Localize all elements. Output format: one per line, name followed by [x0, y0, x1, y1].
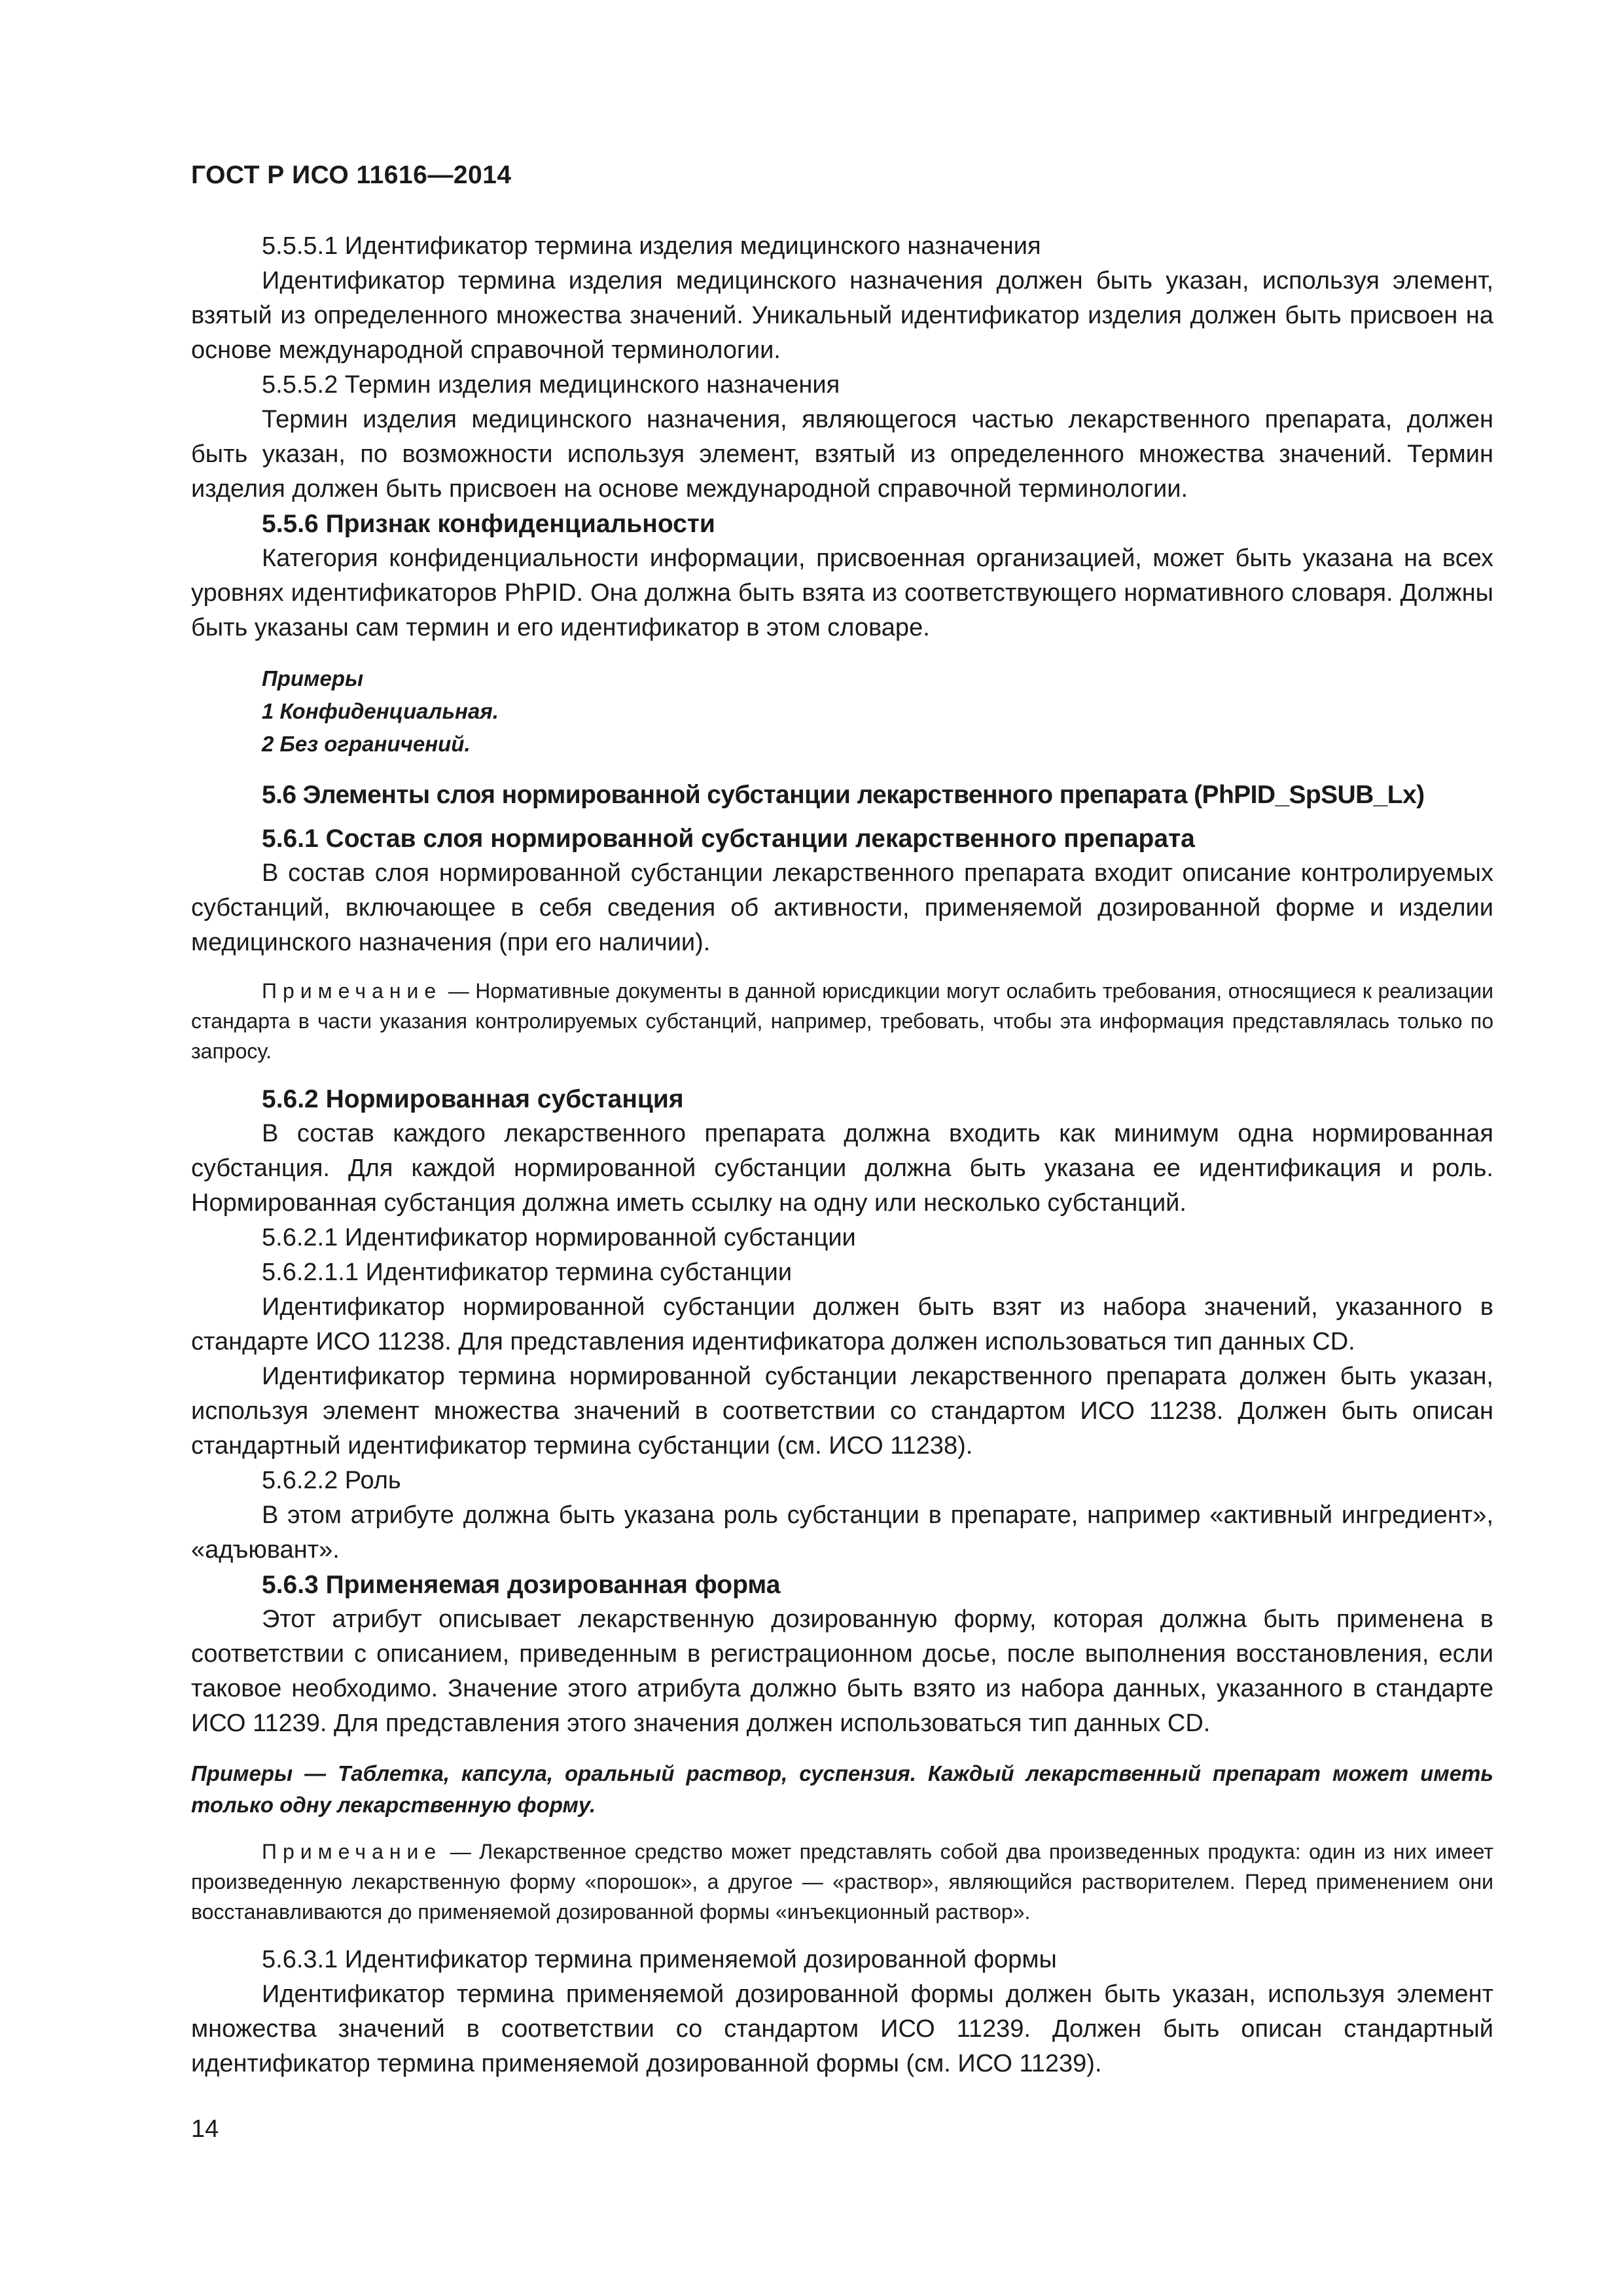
section-heading-5-5-6: 5.5.6 Признак конфиденциальности: [262, 510, 715, 538]
note-text: — Лекарственное средство может представлять собой два произведенных продукта: один из них имеет произведенную лекарственную форму «порошок», а другое — «раствор», являющийся растворителем. Перед применением они восстанавливаются до применяемой дозированной формы «инъекционный раствор».: [191, 1840, 1494, 1924]
paragraph: Категория конфиденциальности информации, присвоенная организацией, может быть указана на всех уровнях идентификаторов PhPID. Она должна быть взята из соответствующего нормативного словаря. Должны быть указаны сам термин и его идентификатор в этом словаре.: [191, 545, 1493, 641]
paragraph: Идентификатор термина изделия медицинского назначения должен быть указан, используя элемент, взятый из определенного множества значений. Уникальный идентификатор изделия должен быть присвоен на основе международной справочной терминологии.: [191, 267, 1493, 364]
paragraph: Идентификатор термина применяемой дозированной формы должен быть указан, используя элемент множества значений в соответствии со стандартом ИСО 11239. Должен быть описан стандартный идентификатор термина применяемой дозированной формы (см. ИСО 11239).: [191, 1981, 1493, 2077]
clause-5-6-2-2: 5.6.2.2 Роль: [262, 1467, 401, 1494]
paragraph: В этом атрибуте должна быть указана роль субстанции в препарате, например «активный ингредиент», «адъювант».: [191, 1501, 1493, 1564]
clause-5-5-5-1: 5.5.5.1 Идентификатор термина изделия медицинского назначения: [262, 232, 1041, 260]
note-label: Примечание: [262, 1840, 442, 1863]
section-heading-5-6: 5.6 Элементы слоя нормированной субстанции лекарственного препарата (PhPID_SpSUB_Lx): [262, 781, 1425, 809]
document-header: ГОСТ Р ИСО 11616—2014: [191, 161, 512, 189]
clause-5-6-3-1: 5.6.3.1 Идентификатор термина применяемой дозированной формы: [262, 1946, 1057, 1973]
section-heading-5-6-2: 5.6.2 Нормированная субстанция: [262, 1085, 684, 1113]
note-text: — Нормативные документы в данной юрисдикции могут ослабить требования, относящиеся к реализации стандарта в части указания контролируемых субстанций, например, требовать, чтобы эта информация представлялась только по запросу.: [191, 979, 1494, 1063]
paragraph: Идентификатор термина нормированной субстанции лекарственного препарата должен быть указан, используя элемент множества значений в соответствии со стандартом ИСО 11238. Должен быть описан стандартный идентификатор термина субстанции (см. ИСО 11238).: [191, 1363, 1493, 1460]
clause-5-5-5-2: 5.5.5.2 Термин изделия медицинского назначения: [262, 371, 840, 399]
note-2: [191, 1837, 1493, 1927]
main-text: [191, 229, 1493, 2081]
paragraph: Термин изделия медицинского назначения, являющегося частью лекарственного препарата, должен быть указан, по возможности используя элемент, взятый из определенного множества значений. Термин изделия должен быть присвоен на основе международной справочной терминологии.: [191, 406, 1493, 503]
examples-inline: Примеры — Таблетка, капсула, оральный раствор, суспензия. Каждый лекарственный препарат может иметь только одну лекарственную форму.: [191, 1761, 1493, 1817]
section-heading-5-6-1: 5.6.1 Состав слоя нормированной субстанции лекарственного препарата: [262, 825, 1195, 853]
examples-list: [191, 662, 1493, 761]
section-heading-5-6-3: 5.6.3 Применяемая дозированная форма: [262, 1571, 781, 1599]
note-1: [191, 976, 1493, 1066]
example-item: 1 Конфиденциальная.: [262, 699, 499, 723]
page-number: 14: [191, 2115, 219, 2143]
paragraph: В состав слоя нормированной субстанции лекарственного препарата входит описание контролируемых субстанций, включающее в себя сведения об активности, применяемой дозированной форме и изделии медицинского назначения (при его наличии).: [191, 859, 1493, 956]
clause-5-6-2-1-1: 5.6.2.1.1 Идентификатор термина субстанции: [262, 1259, 793, 1286]
paragraph: Этот атрибут описывает лекарственную дозированную форму, которая должна быть применена в соответствии с описанием, приведенным в регистрационном досье, после выполнения восстановления, если таковое необходимо. Значение этого атрибута должно быть взято из набора данных, указанного в стандарте ИСО 11239. Для представления этого значения должен использоваться тип данных CD.: [191, 1605, 1493, 1737]
paragraph: В состав каждого лекарственного препарата должна входить как минимум одна нормированная субстанция. Для каждой нормированной субстанции должна быть указана ее идентификация и роль. Нормированная субстанция должна иметь ссылку на одну или несколько субстанций.: [191, 1120, 1493, 1217]
clause-5-6-2-1: 5.6.2.1 Идентификатор нормированной субстанции: [262, 1224, 856, 1251]
example-item: 2 Без ограничений.: [262, 732, 471, 756]
note-label: Примечание: [262, 979, 442, 1003]
examples-title: Примеры: [262, 666, 364, 691]
paragraph: Идентификатор нормированной субстанции должен быть взят из набора значений, указанного в стандарте ИСО 11238. Для представления идентификатора должен использоваться тип данных CD.: [191, 1293, 1493, 1355]
